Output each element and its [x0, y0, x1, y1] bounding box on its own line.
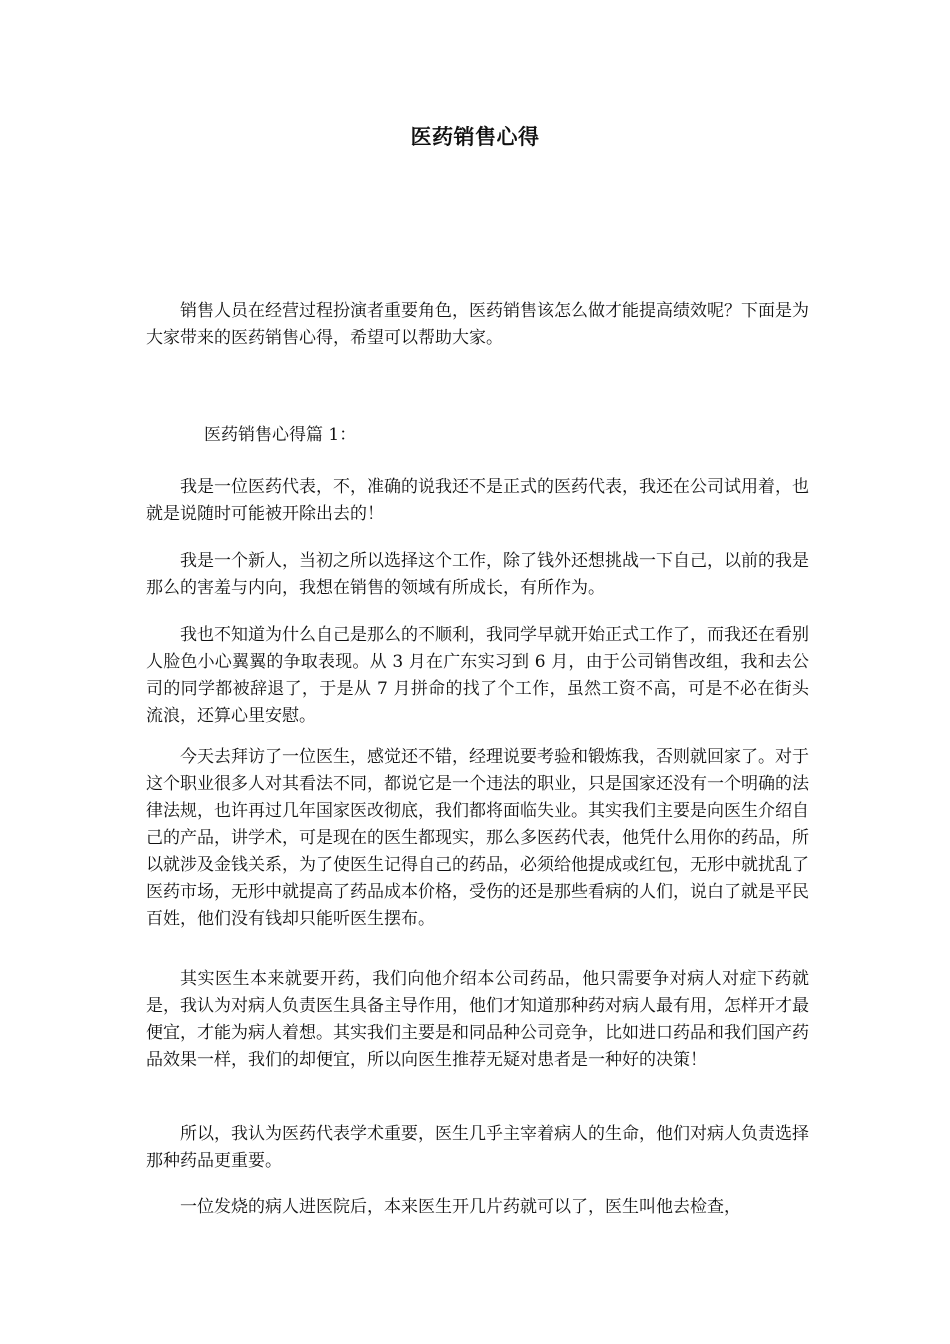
body-paragraph: 其实医生本来就要开药，我们向他介绍本公司药品，他只需要争对病人对症下药就是，我认为对病人负责医生具备主导作用，他们才知道那种药对病人最有用，怎样开才最便宜，才能为病人着想。其实我们主要是和同品种公司竞争，比如进口药品和我们国产药品效果一样，我们的却便宜，所以向医生推荐无疑对患者是一种好的决策！	[146, 969, 809, 1070]
body-paragraph: 我也不知道为什么自己是那么的不顺利，我同学早就开始正式工作了，而我还在看别人脸色小心翼翼的争取表现。从 3 月在广东实习到 6 月，由于公司销售改组，我和去公司的同学都被辞退了，于是从 7 月拼命的找了个工作，虽然工资不高，可是不必在街头流浪，还算心里安慰。	[146, 625, 809, 726]
body-paragraph: 一位发烧的病人进医院后，本来医生开几片药就可以了，医生叫他去检查，	[180, 1197, 741, 1217]
body-paragraph: 我是一位医药代表，不，准确的说我还不是正式的医药代表，我还在公司试用着，也就是说随时可能被开除出去的！	[146, 477, 809, 524]
section-heading: 医药销售心得篇 1：	[204, 425, 357, 445]
document-title: 医药销售心得	[410, 125, 540, 149]
intro-paragraph: 销售人员在经营过程扮演者重要角色，医药销售该怎么做才能提高绩效呢？下面是为大家带来的医药销售心得，希望可以帮助大家。	[146, 301, 809, 348]
body-paragraph: 今天去拜访了一位医生，感觉还不错，经理说要考验和锻炼我，否则就回家了。对于这个职业很多人对其看法不同，都说它是一个违法的职业，只是国家还没有一个明确的法律法规，也许再过几年国家医改彻底，我们都将面临失业。其实我们主要是向医生介绍自己的产品，讲学术，可是现在的医生都现实，那么多医药代表，他凭什么用你的药品，所以就涉及金钱关系，为了使医生记得自己的药品，必须给他提成或红包，无形中就扰乱了医药市场，无形中就提高了药品成本价格，受伤的还是那些看病的人们，说白了就是平民百姓，他们没有钱却只能听医生摆布。	[146, 747, 809, 929]
body-paragraph: 我是一个新人，当初之所以选择这个工作，除了钱外还想挑战一下自己，以前的我是那么的害羞与内向，我想在销售的领域有所成长，有所作为。	[146, 551, 809, 598]
body-paragraph: 所以，我认为医药代表学术重要，医生几乎主宰着病人的生命，他们对病人负责选择那种药品更重要。	[146, 1124, 809, 1171]
